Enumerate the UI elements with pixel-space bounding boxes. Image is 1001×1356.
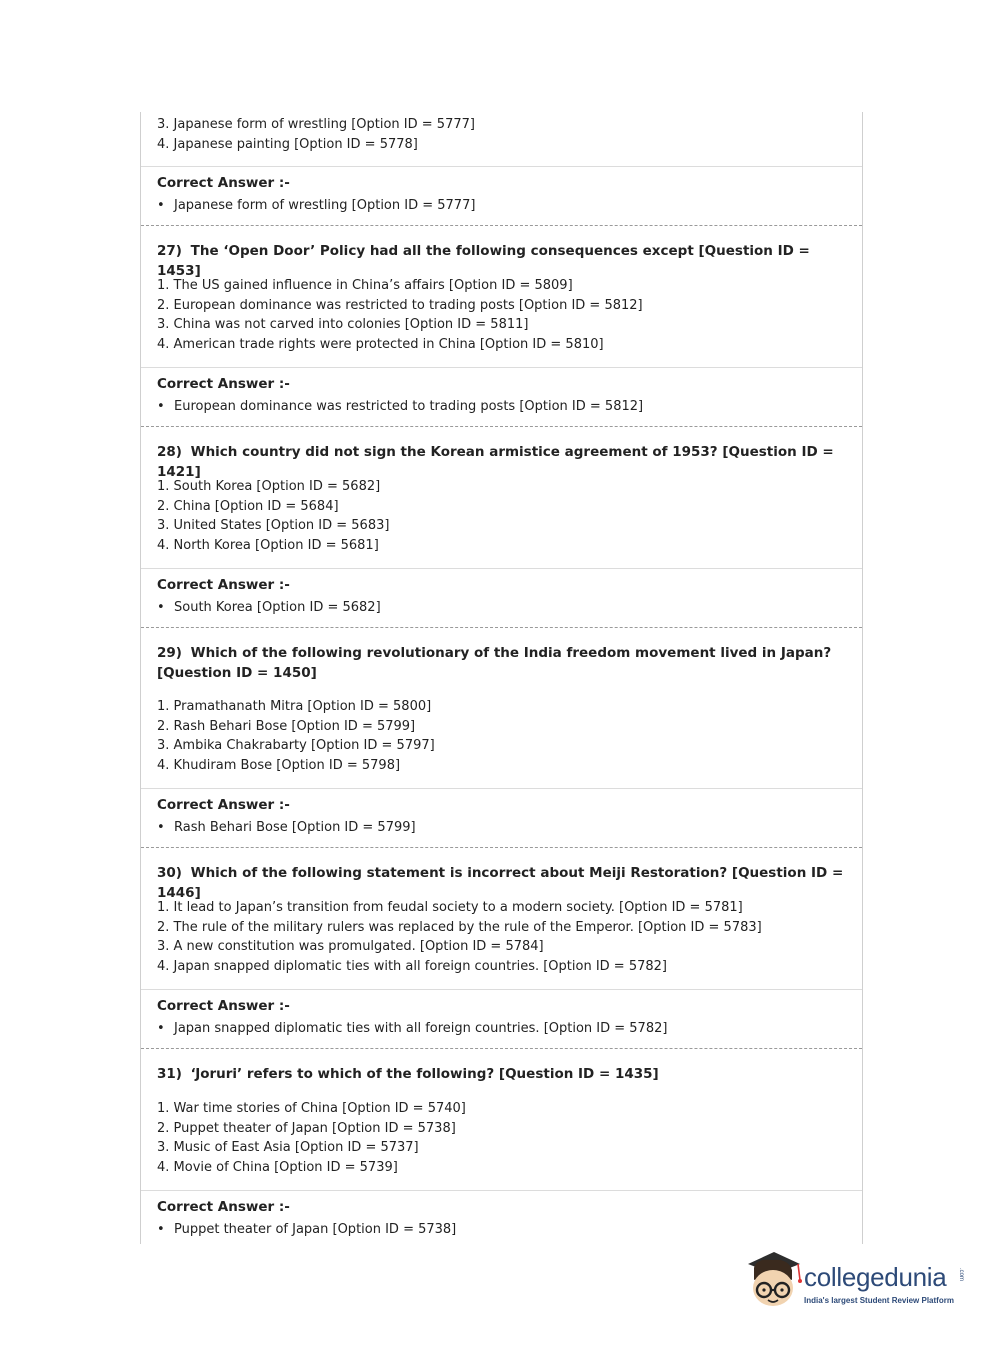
correct-answer: • Puppet theater of Japan [Option ID = 5738]: [157, 1222, 457, 1237]
answer-block: [141, 1198, 862, 1239]
correct-answer: • European dominance was restricted to trading posts [Option ID = 5812]: [157, 399, 644, 414]
question-text: 28) Which country did not sign the Korean armistice agreement of 1953? [Question ID = 1421]: [157, 444, 834, 480]
question-divider: [141, 225, 862, 226]
option: 1. South Korea [Option ID = 5682]: [157, 479, 381, 494]
correct-answer: • Japan snapped diplomatic ties with all foreign countries. [Option ID = 5782]: [157, 1021, 668, 1036]
option: 1. The US gained influence in China’s affairs [Option ID = 5809]: [157, 278, 573, 293]
question-text: 29) Which of the following revolutionary of the India freedom movement lived in Japan? [Question ID = 1450]: [157, 645, 832, 681]
question-29: [141, 644, 862, 683]
answer-block: [141, 375, 862, 416]
correct-answer-label: Correct Answer :-: [157, 376, 290, 392]
correct-answer: • Rash Behari Bose [Option ID = 5799]: [157, 820, 416, 835]
option: 4. Khudiram Bose [Option ID = 5798]: [157, 757, 401, 773]
logo-tagline: India's largest Student Review Platform: [804, 1296, 954, 1305]
option: 4. American trade rights were protected in China [Option ID = 5810]: [157, 336, 604, 352]
option: 3. United States [Option ID = 5683]: [157, 518, 390, 534]
divider: [141, 1190, 862, 1191]
correct-answer-label: Correct Answer :-: [157, 797, 290, 813]
option: 3. A new constitution was promulgated. [Option ID = 5784]: [157, 939, 544, 955]
option: 4. North Korea [Option ID = 5681]: [157, 537, 379, 553]
option: 2. Rash Behari Bose [Option ID = 5799]: [157, 718, 416, 734]
options-27: [141, 276, 862, 354]
question-divider: [141, 1048, 862, 1049]
answer-block: [141, 997, 862, 1038]
options-29: [141, 697, 862, 775]
option: 1. Pramathanath Mitra [Option ID = 5800]: [157, 699, 432, 714]
correct-answer: • South Korea [Option ID = 5682]: [157, 600, 381, 615]
options-28: [141, 477, 862, 555]
option: 3. China was not carved into colonies [Option ID = 5811]: [157, 317, 529, 333]
mascot-icon: [742, 1250, 804, 1316]
options-30: [141, 898, 862, 976]
logo-suffix: .com: [958, 1268, 964, 1282]
question-31: [141, 1065, 862, 1085]
question-text: 31) ‘Joruri’ refers to which of the following? [Question ID = 1435]: [157, 1066, 659, 1082]
question-divider: [141, 426, 862, 427]
option: 1. War time stories of China [Option ID = 5740]: [157, 1101, 466, 1116]
document-frame: [140, 112, 863, 1244]
option: 1. It lead to Japan’s transition from feudal society to a modern society. [Option ID = 5781]: [157, 900, 743, 915]
collegedunia-logo[interactable]: [742, 1250, 972, 1320]
correct-answer-label: Correct Answer :-: [157, 998, 290, 1014]
question-divider: [141, 847, 862, 848]
option: 4. Japanese painting [Option ID = 5778]: [157, 136, 418, 152]
option: 3. Ambika Chakrabarty [Option ID = 5797]: [157, 738, 435, 754]
answer-block: [141, 174, 862, 215]
divider: [141, 568, 862, 569]
correct-answer: • Japanese form of wrestling [Option ID = 5777]: [157, 198, 476, 213]
correct-answer-label: Correct Answer :-: [157, 577, 290, 593]
divider: [141, 989, 862, 990]
correct-answer-label: Correct Answer :-: [157, 175, 290, 191]
option: 4. Movie of China [Option ID = 5739]: [157, 1159, 398, 1175]
divider: [141, 166, 862, 167]
question-text: 27) The ‘Open Door’ Policy had all the following consequences except [Question ID = 1453]: [157, 243, 810, 279]
answer-block: [141, 576, 862, 617]
option: 2. European dominance was restricted to trading posts [Option ID = 5812]: [157, 297, 643, 313]
option: 2. Puppet theater of Japan [Option ID = 5738]: [157, 1120, 456, 1136]
option: 4. Japan snapped diplomatic ties with all foreign countries. [Option ID = 5782]: [157, 958, 667, 974]
question-text: 30) Which of the following statement is incorrect about Meiji Restoration? [Question ID = 1446]: [157, 865, 844, 901]
options-31: [141, 1099, 862, 1177]
logo-name: collegedunia: [804, 1262, 947, 1292]
option: 2. The rule of the military rulers was replaced by the rule of the Emperor. [Option ID = 5783]: [157, 919, 762, 935]
question-divider: [141, 627, 862, 628]
answer-block: [141, 796, 862, 837]
divider: [141, 788, 862, 789]
divider: [141, 367, 862, 368]
option: 2. China [Option ID = 5684]: [157, 498, 339, 514]
correct-answer-label: Correct Answer :-: [157, 1199, 290, 1215]
top-options: [141, 115, 862, 154]
option: 3. Music of East Asia [Option ID = 5737]: [157, 1140, 419, 1156]
option: 3. Japanese form of wrestling [Option ID = 5777]: [157, 117, 475, 132]
